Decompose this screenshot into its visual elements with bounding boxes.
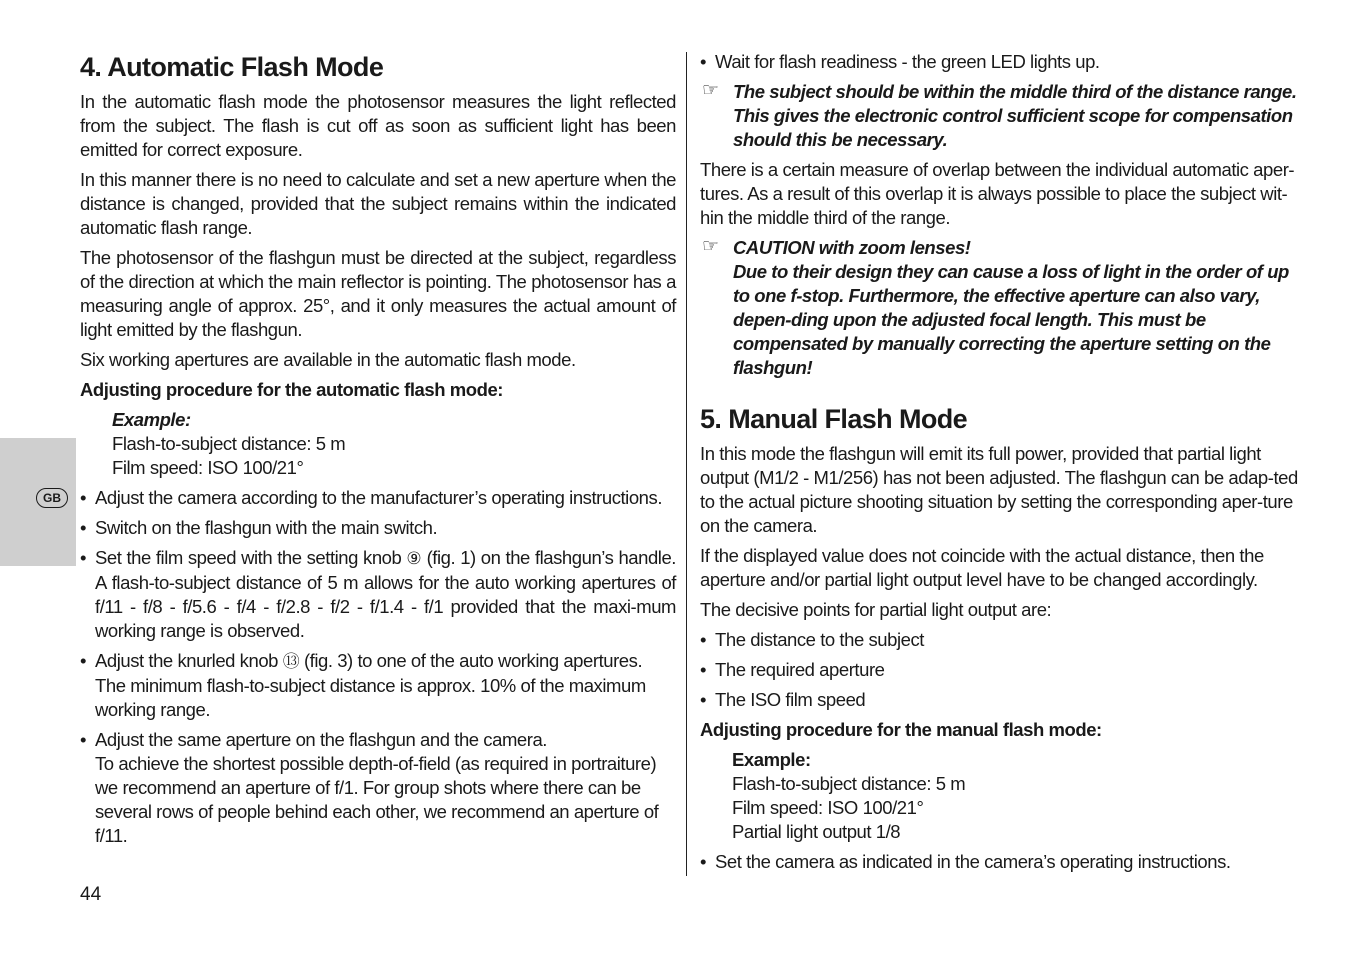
note-text: The subject should be within the middle third of the distance range. This gives the electronic control sufficient scope for compensation should this be necessary. [733, 81, 1297, 150]
bullet-text: Adjust the knurled knob [95, 650, 283, 671]
bullet-item [80, 728, 676, 848]
bullet-dot: • [700, 659, 707, 680]
bullet-item [700, 628, 1298, 652]
bullet-text: Switch on the flashgun with the main switch. [95, 517, 438, 538]
language-badge: GB [36, 488, 68, 508]
example-line: Flash-to-subject distance: 5 m [732, 773, 966, 794]
circled-number-icon: ⑨ [406, 549, 422, 568]
bullet-text: Set the film speed with the setting knob [95, 547, 407, 568]
example-line: Partial light output 1/8 [732, 821, 901, 842]
paragraph: The decisive points for partial light output are: [700, 599, 1052, 620]
bullet-dot: • [80, 487, 87, 508]
column-divider [686, 52, 687, 876]
bullet-item [700, 50, 1298, 74]
pointing-hand-icon: ☞ [702, 80, 719, 101]
bullet-text: The ISO film speed [715, 689, 866, 710]
procedure-heading: Adjusting procedure for the manual flash mode: [700, 719, 1102, 740]
pointing-hand-icon: ☞ [702, 236, 719, 257]
circled-number-icon: ⑬ [282, 652, 300, 671]
example-block [112, 408, 676, 480]
bullet-dot: • [700, 51, 707, 72]
example-line: Flash-to-subject distance: 5 m [112, 433, 346, 454]
paragraph: There is a certain measure of overlap between the individual automatic aper-tures. As a result of this overlap it is always possible to place the subject wit-hin the middle third of the range. [700, 159, 1295, 228]
section-heading-automatic-flash: 4. Automatic Flash Mode [80, 52, 384, 82]
bullet-text: The required aperture [715, 659, 885, 680]
bullet-item [80, 516, 676, 540]
paragraph: In the automatic flash mode the photosensor measures the light reflected from the subject. The flash is cut off as soon as sufficient light has been emitted for correct exposure. [80, 91, 676, 160]
bullet-dot: • [700, 689, 707, 710]
paragraph: Six working apertures are available in the automatic flash mode. [80, 349, 576, 370]
bullet-dot: • [80, 729, 87, 750]
paragraph: In this mode the flashgun will emit its full power, provided that partial light output (M1/2 - M1/256) has not been adjusted. The flashgun can be adap-ted to the actual picture shooting situation by setting the corresponding aper-ture on the camera. [700, 443, 1298, 536]
bullet-item [700, 658, 1298, 682]
procedure-heading: Adjusting procedure for the automatic flash mode: [80, 379, 504, 400]
left-column [80, 50, 676, 854]
example-line: Film speed: ISO 100/21° [112, 457, 304, 478]
bullet-text: Set the camera as indicated in the camera’s operating instructions. [715, 851, 1231, 872]
bullet-item [80, 649, 676, 722]
note-title: CAUTION with zoom lenses! [733, 237, 971, 258]
bullet-dot: • [80, 547, 87, 568]
bullet-dot: • [80, 650, 87, 671]
caution-note-block [700, 236, 1298, 380]
right-column [700, 50, 1298, 880]
example-title: Example: [112, 409, 191, 430]
bullet-item [700, 688, 1298, 712]
bullet-text: To achieve the shortest possible depth-of-field (as required in portraiture) we recommend an aperture of f/1. For group shots where there can be several rows of people behind each other, we recommend an aperture of f/11. [95, 753, 659, 846]
paragraph: In this manner there is no need to calculate and set a new aperture when the distance is changed, provided that the subject remains within the indicated automatic flash range. [80, 169, 676, 238]
bullet-text: Wait for flash readiness - the green LED lights up. [715, 51, 1100, 72]
paragraph: If the displayed value does not coincide with the actual distance, then the aperture and/or partial light output level have to be changed accordingly. [700, 545, 1264, 590]
bullet-text: The distance to the subject [715, 629, 924, 650]
note-text: Due to their design they can cause a loss of light in the order of up to one f-stop. Furthermore, the effective aperture can also vary, depen-ding upon the adjusted focal length. This must be compensated by manually correcting the aperture setting on the flashgun! [733, 261, 1289, 378]
bullet-text: Adjust the same aperture on the flashgun and the camera. [95, 729, 547, 750]
bullet-item [700, 850, 1298, 874]
bullet-text: Adjust the camera according to the manufacturer’s operating instructions. [95, 487, 663, 508]
example-title: Example: [732, 749, 811, 770]
example-block [732, 748, 1298, 844]
bullet-text: (fig. 1) on the flashgun’s handle. A flash-to-subject distance of 5 m allows for the auto working apertures of f/11 - f/8 - f/5.6 - f/4 - f/2.8 - f/2 - f/1.4 - f/1 provided that the maxi-mum working range is observed. [95, 547, 676, 641]
bullet-dot: • [700, 851, 707, 872]
note-block [700, 80, 1298, 152]
bullet-text: (fig. 3) to one of the auto working apertures. The minimum flash-to-subject distance is approx. 10% of the maximum working range. [95, 650, 646, 720]
section-heading-manual-flash: 5. Manual Flash Mode [700, 404, 968, 434]
example-line: Film speed: ISO 100/21° [732, 797, 924, 818]
paragraph: The photosensor of the flashgun must be directed at the subject, regardless of the direction at which the main reflector is pointing. The photosensor has a measuring angle of approx. 25°, and it only measures the actual amount of light emitted by the flashgun. [80, 247, 676, 340]
bullet-dot: • [700, 629, 707, 650]
bullet-item [80, 546, 676, 643]
bullet-dot: • [80, 517, 87, 538]
bullet-item [80, 486, 676, 510]
page-number: 44 [80, 884, 102, 905]
